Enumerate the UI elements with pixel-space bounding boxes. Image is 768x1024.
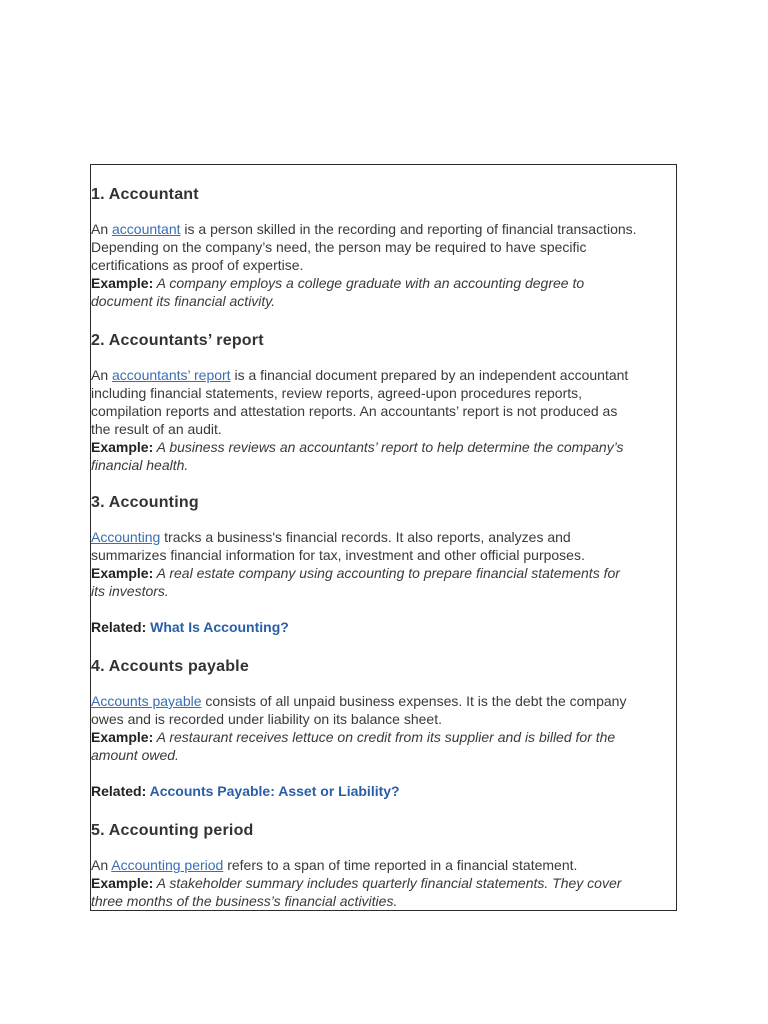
definition-line — [91, 366, 677, 384]
example-text: A stakeholder summary includes quarterly financial statements. They cover — [153, 875, 622, 891]
definition-text: refers to a span of time reported in a financial statement. — [223, 857, 578, 873]
term-accountants-report — [91, 331, 677, 474]
related-label: Related: — [91, 619, 151, 635]
example-label: Example: — [91, 729, 154, 745]
definition-line — [91, 692, 677, 710]
term-heading: 4. Accounts payable — [91, 658, 249, 675]
accountant-link[interactable]: accountant — [112, 221, 181, 237]
term-definition — [91, 220, 677, 310]
related-line — [91, 618, 677, 636]
example-text: A business reviews an accountants’ report to help determine the company’s — [153, 439, 624, 455]
glossary-document — [90, 164, 677, 911]
term-accountant — [91, 185, 677, 310]
definition-line: certifications as proof of expertise. — [91, 257, 304, 273]
term-heading: 3. Accounting — [91, 494, 199, 511]
related-line — [91, 782, 677, 800]
definition-line — [91, 856, 677, 874]
example-text: A real estate company using accounting to prepare financial statements for — [153, 565, 620, 581]
example-label: Example: — [91, 565, 154, 581]
term-heading: 2. Accountants’ report — [91, 332, 264, 349]
term-definition — [91, 528, 677, 600]
definition-line: Depending on the company’s need, the person may be required to have specific — [91, 239, 587, 255]
accountants-report-link[interactable]: accountants’ report — [112, 367, 231, 383]
term-definition — [91, 366, 677, 474]
example-text: A restaurant receives lettuce on credit from its supplier and is billed for the — [153, 729, 616, 745]
definition-line: owes and is recorded under liability on its balance sheet. — [91, 711, 442, 727]
definition-line — [91, 528, 677, 546]
term-accounts-payable — [91, 657, 677, 800]
example-line — [91, 564, 677, 582]
example-line — [91, 274, 677, 292]
definition-line — [91, 220, 677, 238]
example-line — [91, 728, 677, 746]
definition-text: is a person skilled in the recording and reporting of financial transactions. — [180, 221, 637, 237]
accounts-payable-link[interactable]: Accounts payable — [91, 693, 202, 709]
accounting-period-link[interactable]: Accounting period — [111, 857, 224, 873]
example-text: three months of the business’s financial activities. — [91, 893, 398, 909]
example-text: document its financial activity. — [91, 293, 276, 309]
term-heading: 5. Accounting period — [91, 822, 254, 839]
term-accounting-period — [91, 821, 677, 910]
example-label: Example: — [91, 439, 154, 455]
related-what-is-accounting-link[interactable]: What Is Accounting? — [150, 619, 289, 635]
definition-text: An — [91, 857, 112, 873]
definition-line: compilation reports and attestation reports. An accountants’ report is not produced as — [91, 403, 618, 419]
accounting-link[interactable]: Accounting — [91, 529, 161, 545]
term-heading: 1. Accountant — [91, 186, 199, 203]
example-text: financial health. — [91, 457, 189, 473]
related-accounts-payable-link[interactable]: Accounts Payable: Asset or Liability? — [149, 783, 400, 799]
definition-line: including financial statements, review reports, agreed-upon procedures reports, — [91, 385, 583, 401]
term-accounting — [91, 493, 677, 636]
example-text: its investors. — [91, 583, 169, 599]
example-label: Example: — [91, 875, 154, 891]
definition-line: the result of an audit. — [91, 421, 222, 437]
definition-text: is a financial document prepared by an independent accountant — [230, 367, 629, 383]
term-definition — [91, 692, 677, 764]
example-line — [91, 438, 677, 456]
definition-text: tracks a business's financial records. It also reports, analyzes and — [160, 529, 571, 545]
example-label: Example: — [91, 275, 154, 291]
related-label: Related: — [91, 783, 150, 799]
definition-text: An — [91, 221, 113, 237]
example-text: amount owed. — [91, 747, 179, 763]
definition-line: summarizes financial information for tax, investment and other official purposes. — [91, 547, 585, 563]
definition-text: consists of all unpaid business expenses. It is the debt the company — [201, 693, 627, 709]
example-line — [91, 874, 677, 892]
example-text: A company employs a college graduate with an accounting degree to — [153, 275, 585, 291]
term-definition — [91, 856, 677, 910]
definition-text: An — [91, 367, 113, 383]
